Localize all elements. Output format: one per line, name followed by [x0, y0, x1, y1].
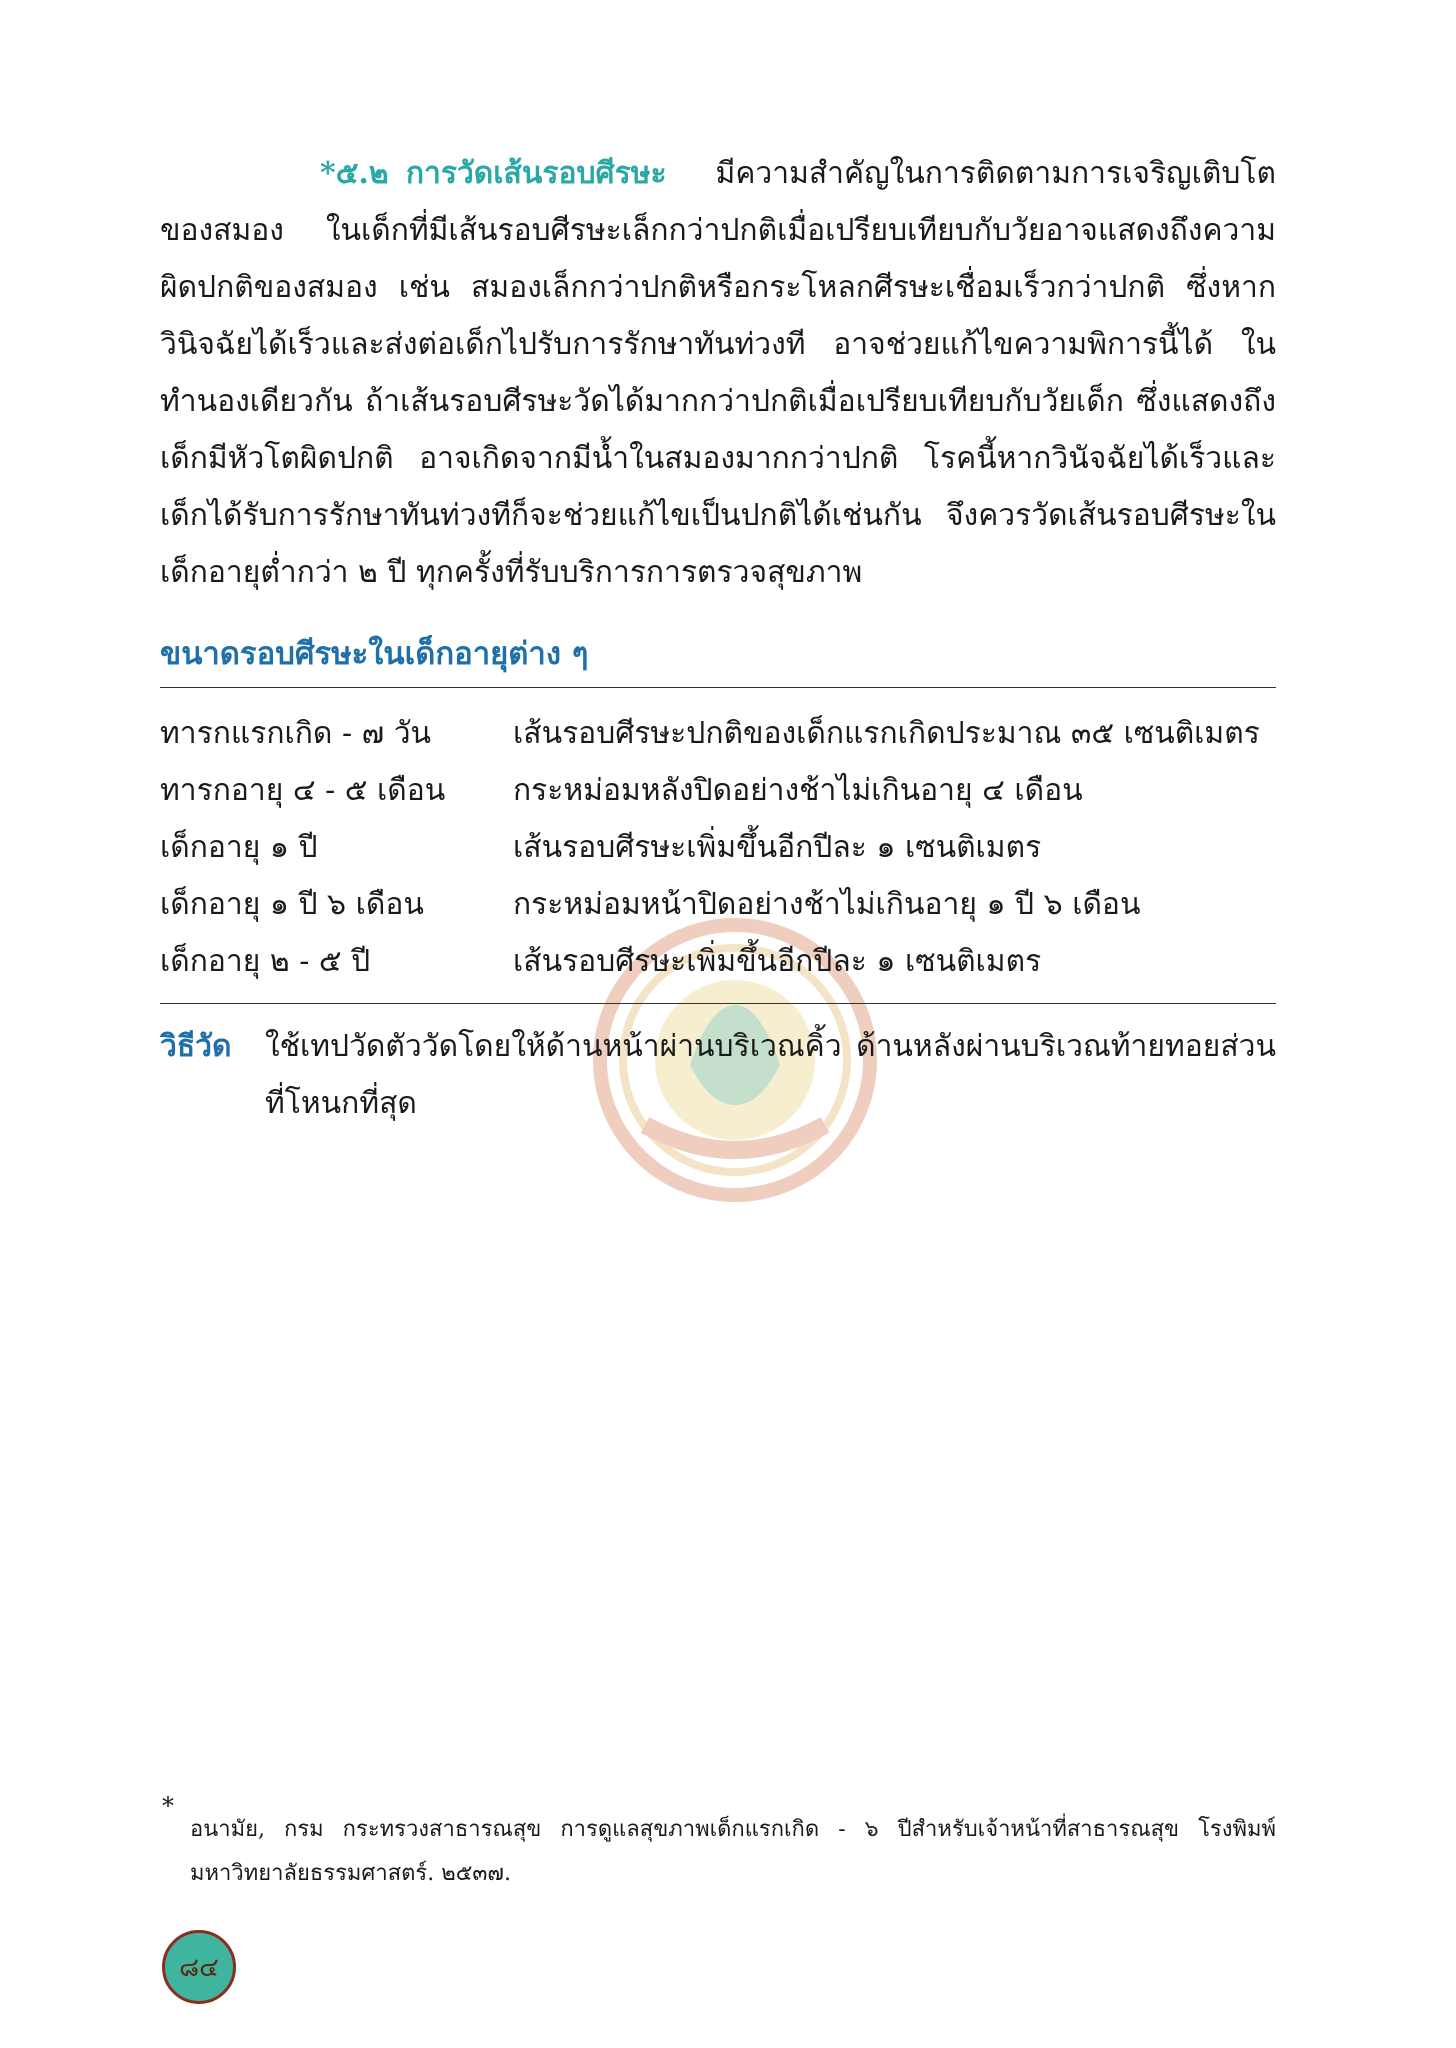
age-cell: เด็กอายุ ๑ ปี — [160, 830, 318, 865]
table-bottom-rule — [160, 1003, 1276, 1004]
page-number-badge — [162, 1930, 236, 2004]
table-row — [160, 762, 1276, 819]
intro-paragraph — [160, 145, 1276, 601]
age-cell: ทารกแรกเกิด - ๗ วัน — [160, 716, 432, 751]
section-title: ขนาดรอบศีรษะในเด็กอายุต่าง ๆ — [160, 636, 589, 672]
table-row — [160, 819, 1276, 876]
table-row — [160, 705, 1276, 762]
table-row — [160, 876, 1276, 933]
method-label: วิธีวัด — [160, 1029, 232, 1064]
head-size-table — [160, 705, 1276, 990]
table-top-rule — [160, 687, 1276, 688]
age-cell: ทารกอายุ ๔ - ๕ เดือน — [160, 773, 446, 808]
description-cell: เส้นรอบศีรษะเพิ่มขึ้นอีกปีละ ๑ เซนติเมตร — [513, 944, 1042, 979]
method-text: ใช้เทปวัดตัววัดโดยให้ด้านหน้าผ่านบริเวณคิ้ว ด้านหลังผ่านบริเวณท้ายทอยส่วนที่โหนกที่สุด — [265, 1029, 1276, 1121]
description-cell: กระหม่อมหน้าปิดอย่างช้าไม่เกินอายุ ๑ ปี ๖ เดือน — [513, 887, 1141, 922]
age-cell: เด็กอายุ ๑ ปี ๖ เดือน — [160, 887, 424, 922]
description-cell: เส้นรอบศีรษะปกติของเด็กแรกเกิดประมาณ ๓๕ เซนติเมตร — [513, 716, 1260, 751]
intro-lead: *๕.๒ การวัดเส้นรอบศีรษะ — [320, 156, 667, 191]
age-cell: เด็กอายุ ๒ - ๕ ปี — [160, 944, 371, 979]
description-cell: เส้นรอบศีรษะเพิ่มขึ้นอีกปีละ ๑ เซนติเมตร — [513, 830, 1042, 865]
footnote: อนามัย, กรม กระทรวงสาธารณสุข การดูแลสุขภาพเด็กแรกเกิด - ๖ ปีสำหรับเจ้าหน้าที่สาธารณสุข โรงพิมพ์มหาวิทยาลัยธรรมศาสตร์. ๒๕๓๗. — [190, 1817, 1276, 1886]
method-block — [160, 1018, 1276, 1132]
footnote-mark: * — [162, 1792, 174, 1820]
intro-body: มีความสำคัญในการติดตามการเจริญเติบโตของสมอง ในเด็กที่มีเส้นรอบศีรษะเล็กกว่าปกติเมื่อเปรียบเทียบกับวัยอาจแสดงถึงความผิดปกติของสมอง เช่น สมองเล็กกว่าปกติหรือกระโหลกศีรษะเชื่อมเร็วกว่าปกติ ซึ่งหากวินิจฉัยได้เร็วและส่งต่อเด็กไปรับการรักษาทันท่วงที อาจช่วยแก้ไขความพิการนี้ได้ ในทำนองเดียวกัน ถ้าเส้นรอบศีรษะวัดได้มากกว่าปกติเมื่อเปรียบเทียบกับวัยเด็ก ซึ่งแสดงถึงเด็กมีหัวโตผิดปกติ อาจเกิดจากมีน้ำในสมองมากกว่าปกติ โรคนี้หากวินัจฉัยได้เร็วและเด็กได้รับการรักษาทันท่วงทีก็จะช่วยแก้ไขเป็นปกติได้เช่นกัน จึงควรวัดเส้นรอบศีรษะในเด็กอายุต่ำกว่า ๒ ปี ทุกครั้งที่รับบริการการตรวจสุขภาพ — [160, 156, 1276, 590]
description-cell: กระหม่อมหลังปิดอย่างช้าไม่เกินอายุ ๔ เดือน — [513, 773, 1083, 808]
table-row — [160, 933, 1276, 990]
page-number: ๘๔ — [179, 1952, 219, 1983]
